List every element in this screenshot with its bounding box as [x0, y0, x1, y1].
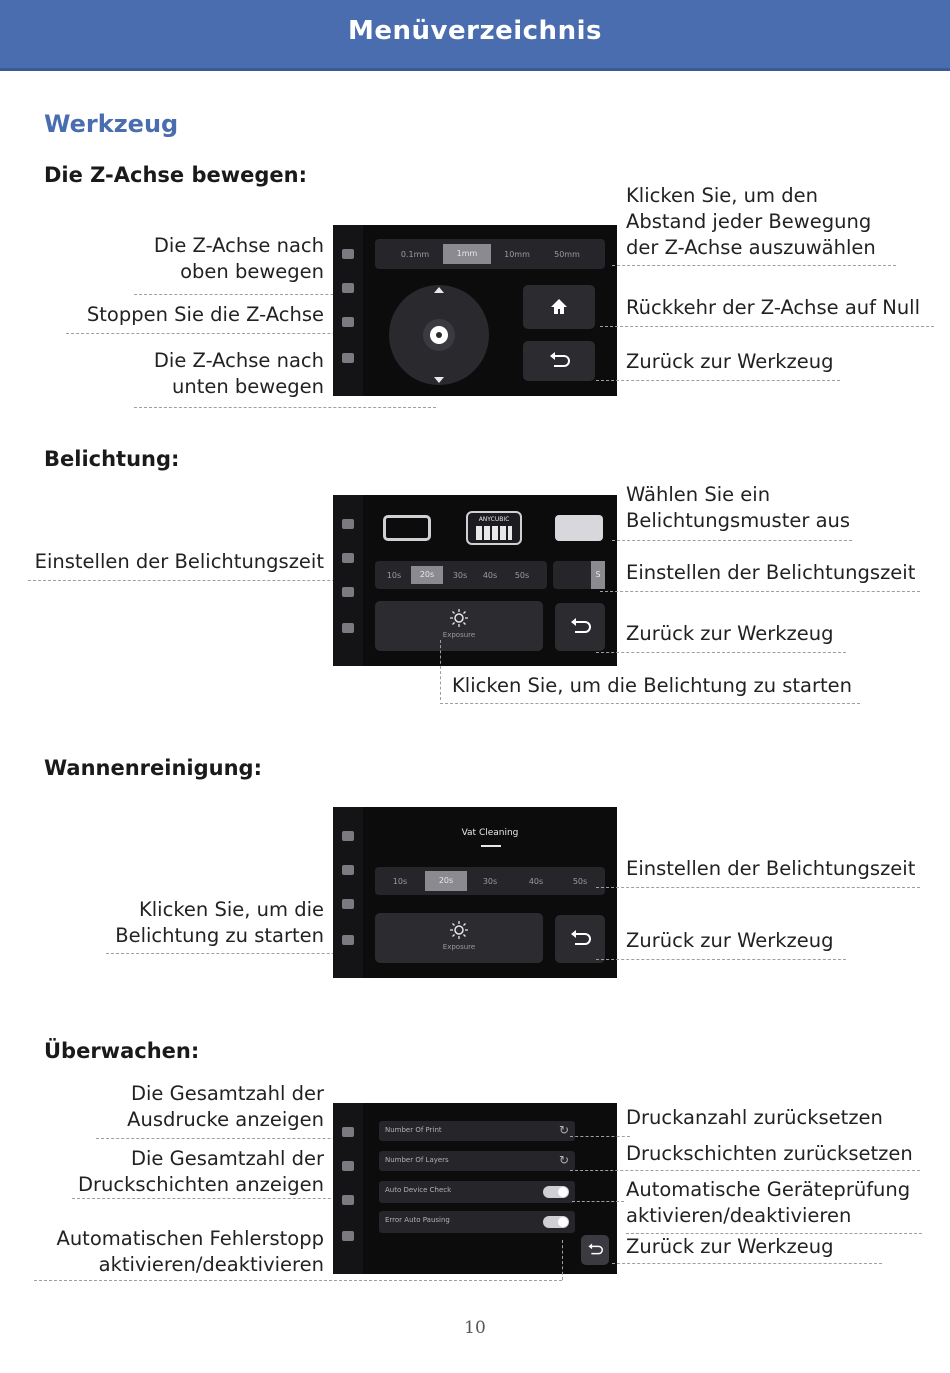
vat-time-selector — [375, 867, 605, 895]
sidebar — [333, 807, 363, 978]
auto-device-check-row — [379, 1181, 575, 1203]
step-option[interactable]: 50mm — [554, 250, 580, 259]
move-icon — [342, 1127, 354, 1137]
move-icon — [342, 519, 354, 529]
time-option[interactable]: 30s — [452, 571, 468, 580]
vat-time-leader — [596, 887, 920, 888]
vat-exposure-button-label: Exposure — [442, 943, 476, 951]
z-joystick — [387, 283, 491, 387]
sidebar — [333, 1103, 363, 1274]
vat-cleaning-heading: Wannenreinigung: — [44, 756, 262, 780]
page-header — [0, 0, 950, 71]
exposure-back-label: Zurück zur Werkzeug — [626, 622, 834, 645]
tool-icon — [342, 899, 354, 909]
time-option[interactable]: 10s — [392, 877, 408, 886]
time-option[interactable]: 50s — [514, 571, 530, 580]
step-option[interactable]: 0.1mm — [400, 250, 430, 259]
back-icon — [569, 930, 591, 948]
custom-time-unit: S — [591, 561, 605, 589]
pattern-leader — [612, 540, 852, 541]
monitor-screen — [333, 1103, 617, 1274]
exposure-screen — [333, 495, 617, 666]
time-option-selected[interactable]: 20s — [411, 566, 443, 584]
refresh-icon[interactable]: ↻ — [558, 1123, 569, 1137]
back-icon — [569, 618, 591, 636]
exposure-time-right-leader — [600, 591, 920, 592]
back-button[interactable] — [523, 341, 595, 381]
error-auto-pausing-toggle[interactable] — [543, 1216, 569, 1228]
sidebar — [333, 495, 363, 666]
move-icon — [342, 249, 354, 259]
sidebar — [333, 225, 363, 396]
print-icon — [342, 1161, 354, 1171]
exposure-start-leader-vertical — [440, 640, 441, 700]
row-label: Number Of Print — [385, 1126, 442, 1134]
title-underline — [481, 845, 501, 847]
error-stop-leader-vertical — [562, 1240, 563, 1280]
settings-icon — [342, 1231, 354, 1241]
back-button[interactable] — [581, 1235, 609, 1265]
vat-cleaning-screen — [333, 807, 617, 978]
move-icon — [342, 831, 354, 841]
pattern-logo-option[interactable] — [466, 511, 522, 545]
z-back-label: Zurück zur Werkzeug — [626, 350, 834, 373]
total-prints-label: Die Gesamtzahl der Ausdrucke anzeigen — [127, 1082, 324, 1131]
settings-icon — [342, 353, 354, 363]
tool-icon — [342, 1195, 354, 1205]
home-icon — [549, 297, 569, 317]
z-down-leader — [134, 407, 436, 408]
sun-icon — [450, 921, 468, 939]
exposure-start-leader — [440, 703, 860, 704]
back-icon — [548, 352, 570, 370]
total-layers-label: Die Gesamtzahl der Druckschichten anzeigen — [77, 1147, 324, 1196]
exposure-button-label: Exposure — [442, 631, 476, 639]
z-step-label: Klicken Sie, um den Abstand jeder Bewegung der Z-Achse auszuwählen — [626, 184, 876, 259]
monitor-back-label: Zurück zur Werkzeug — [626, 1235, 834, 1258]
auto-device-check-toggle[interactable] — [543, 1186, 569, 1198]
tool-icon — [342, 587, 354, 597]
time-option[interactable]: 40s — [528, 877, 544, 886]
pattern-label: Wählen Sie ein Belichtungsmuster aus — [626, 483, 851, 532]
monitor-back-leader — [612, 1263, 882, 1264]
back-button[interactable] — [555, 603, 605, 651]
brand-text: ANYCUBIC — [478, 516, 510, 523]
row-label: Auto Device Check — [385, 1186, 452, 1194]
error-stop-label: Automatischen Fehlerstopp aktivieren/deaktivieren — [56, 1227, 324, 1276]
exposure-time-selector — [375, 561, 547, 589]
print-icon — [342, 283, 354, 293]
z-home-leader — [600, 326, 934, 327]
back-icon — [587, 1243, 603, 1257]
auto-check-label: Automatische Geräteprüfung aktivieren/deaktivieren — [626, 1178, 911, 1227]
tool-icon — [342, 317, 354, 327]
section-title: Werkzeug — [44, 110, 179, 138]
time-option[interactable]: 10s — [386, 571, 402, 580]
reset-prints-label: Druckanzahl zurücksetzen — [626, 1106, 883, 1129]
reset-layers-leader — [570, 1170, 920, 1171]
header-title: Menüverzeichnis — [348, 16, 602, 46]
reset-prints-leader — [570, 1136, 630, 1137]
exposure-back-leader — [596, 652, 846, 653]
z-up-label: Die Z-Achse nach oben bewegen — [153, 234, 324, 283]
step-option-selected[interactable]: 1mm — [443, 244, 491, 264]
exposure-time-right-label: Einstellen der Belichtungszeit — [626, 561, 916, 584]
exposure-heading: Belichtung: — [44, 447, 180, 471]
home-button[interactable] — [523, 285, 595, 329]
number-of-layers-row — [379, 1151, 575, 1171]
print-icon — [342, 865, 354, 875]
time-option[interactable]: 30s — [482, 877, 498, 886]
row-label: Number Of Layers — [385, 1156, 449, 1164]
time-option[interactable]: 50s — [572, 877, 588, 886]
page-number: 10 — [464, 1318, 486, 1338]
z-axis-heading: Die Z-Achse bewegen: — [44, 163, 308, 187]
reset-layers-label: Druckschichten zurücksetzen — [626, 1142, 913, 1165]
z-down-label: Die Z-Achse nach unten bewegen — [153, 349, 324, 398]
time-option[interactable]: 40s — [482, 571, 498, 580]
auto-check-leader — [572, 1201, 624, 1202]
grid-pattern-icon — [476, 526, 512, 540]
print-icon — [342, 553, 354, 563]
vat-exposure-button[interactable] — [375, 913, 543, 963]
vat-time-label: Einstellen der Belichtungszeit — [626, 857, 916, 880]
exposure-start-label: Klicken Sie, um die Belichtung zu starten — [452, 674, 853, 697]
z-back-leader — [596, 380, 840, 381]
pattern-full-option[interactable] — [555, 515, 603, 541]
row-label: Error Auto Pausing — [385, 1216, 450, 1224]
vat-back-leader — [596, 959, 846, 960]
pattern-frame-option[interactable] — [383, 515, 431, 541]
back-button[interactable] — [555, 915, 605, 963]
error-auto-pausing-row — [379, 1211, 575, 1233]
step-selector — [375, 239, 605, 269]
refresh-icon[interactable]: ↻ — [558, 1153, 569, 1167]
z-step-leader — [612, 265, 896, 266]
exposure-time-left-label: Einstellen der Belichtungszeit — [34, 550, 324, 573]
settings-icon — [342, 935, 354, 945]
z-home-label: Rückkehr der Z-Achse auf Null — [626, 296, 921, 319]
z-axis-screen — [333, 225, 617, 396]
custom-time-input[interactable] — [553, 561, 605, 589]
settings-icon — [342, 623, 354, 633]
time-option-selected[interactable]: 20s — [425, 871, 467, 891]
z-stop-label: Stoppen Sie die Z-Achse — [86, 303, 324, 326]
monitor-heading: Überwachen: — [44, 1039, 200, 1063]
step-option[interactable]: 10mm — [504, 250, 530, 259]
error-stop-leader — [34, 1280, 562, 1281]
vat-start-label: Klicken Sie, um die Belichtung zu starten — [115, 898, 324, 947]
vat-cleaning-title: Vat Cleaning — [461, 828, 519, 838]
sun-icon — [450, 609, 468, 627]
vat-back-label: Zurück zur Werkzeug — [626, 929, 834, 952]
exposure-start-button[interactable] — [375, 601, 543, 651]
number-of-print-row — [379, 1121, 575, 1141]
